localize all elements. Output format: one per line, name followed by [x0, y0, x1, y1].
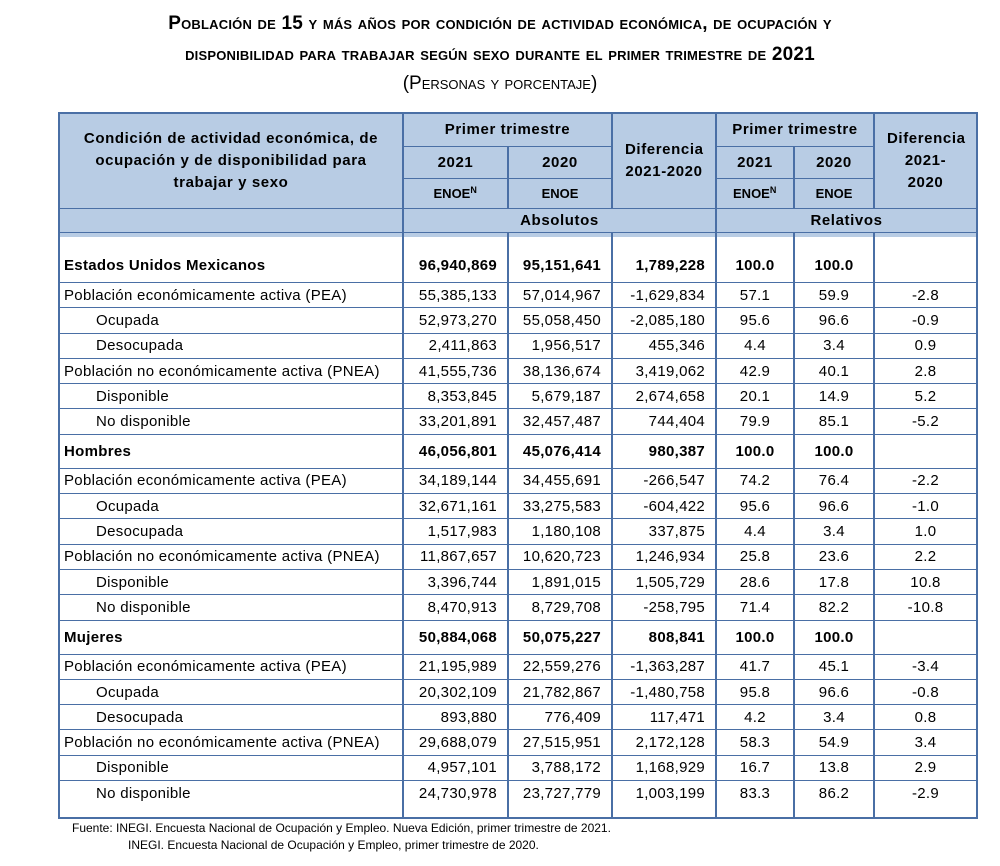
difference-absolute: 2,674,658: [612, 384, 716, 409]
value-2021-relative: 4.4: [716, 519, 794, 544]
difference-absolute: 980,387: [612, 434, 716, 468]
value-2021-absolute: 8,470,913: [403, 595, 508, 620]
spacer-cell: [508, 237, 612, 249]
value-2021-relative: 100.0: [716, 434, 794, 468]
value-2021-absolute: 24,730,978: [403, 781, 508, 806]
table-header: [59, 113, 977, 232]
value-2021-absolute: 1,517,983: [403, 519, 508, 544]
difference-absolute: -1,629,834: [612, 283, 716, 308]
statistics-table: [58, 112, 978, 819]
difference-absolute: 1,003,199: [612, 781, 716, 806]
spacer-cell: [794, 237, 874, 249]
spacer-cell: [612, 805, 716, 818]
spacer-cell: [716, 237, 794, 249]
row-label: Población económicamente activa (PEA): [59, 654, 403, 679]
difference-relative: 5.2: [874, 384, 977, 409]
year-2021-header-rel: 2021: [716, 146, 794, 178]
row-label: Población no económicamente activa (PNEA): [59, 544, 403, 569]
value-2021-absolute: 55,385,133: [403, 283, 508, 308]
value-2021-relative: 95.6: [716, 494, 794, 519]
table-row: [59, 730, 977, 755]
value-2020-absolute: 95,151,641: [522, 256, 601, 274]
source-2021-superscript: N: [470, 184, 478, 195]
source-2020-header: [508, 178, 612, 208]
value-2020-absolute: 8,729,708: [508, 595, 612, 620]
value-2020-relative: 82.2: [794, 595, 874, 620]
value-2021-absolute: 32,671,161: [403, 494, 508, 519]
value-2020-relative: 96.6: [794, 308, 874, 333]
difference-absolute: 3,419,062: [612, 358, 716, 383]
value-2021-absolute: 41,555,736: [403, 358, 508, 383]
relatives-label: Relativos: [716, 208, 977, 232]
year-2020-header: 2020: [508, 146, 612, 178]
difference-absolute: 1,246,934: [612, 544, 716, 569]
row-label: Ocupada: [59, 679, 403, 704]
value-2020-relative: 3.4: [794, 333, 874, 358]
source-2020-label: ENOE: [541, 185, 579, 201]
row-label: Disponible: [59, 569, 403, 594]
spacer-cell: [874, 237, 977, 249]
difference-relative: [874, 620, 977, 654]
row-label: Población no económicamente activa (PNEA): [59, 730, 403, 755]
difference-relative: -0.8: [874, 679, 977, 704]
group-label: Mujeres: [59, 620, 403, 654]
value-2021-absolute: 20,302,109: [403, 679, 508, 704]
value-2021-absolute: 96,940,869: [403, 249, 508, 283]
difference-relative: -2.9: [874, 781, 977, 806]
value-2020-relative: 96.6: [794, 679, 874, 704]
source-2021-label: ENOE: [433, 185, 471, 201]
table-body: [59, 232, 977, 818]
value-2021-relative: 79.9: [716, 409, 794, 434]
spacer-cell: [794, 805, 874, 818]
value-2020-relative: 100.0: [794, 434, 874, 468]
value-2020-relative: 76.4: [794, 468, 874, 493]
footnote-line-2: INEGI. Encuesta Nacional de Ocupación y Empleo, primer trimestre de 2020.: [128, 838, 539, 852]
difference-relative: 0.8: [874, 705, 977, 730]
value-2020-absolute: 34,455,691: [508, 468, 612, 493]
absolutes-label: Absolutos: [403, 208, 716, 232]
value-2020-absolute: 23,727,779: [508, 781, 612, 806]
difference-absolute: 337,875: [612, 519, 716, 544]
row-label: No disponible: [59, 409, 403, 434]
value-2021-relative: 95.8: [716, 679, 794, 704]
value-2021-relative: 16.7: [716, 755, 794, 780]
value-2020-absolute: 1,891,015: [508, 569, 612, 594]
table-row: [59, 544, 977, 569]
difference-header-relatives: Diferencia 2021-2020: [874, 113, 977, 208]
title-subtitle: (Personas y porcentaje): [402, 73, 598, 94]
value-2020-relative: 54.9: [794, 730, 874, 755]
value-2021-relative: 74.2: [716, 468, 794, 493]
difference-absolute: -1,480,758: [612, 679, 716, 704]
row-label: Disponible: [59, 755, 403, 780]
table-row: [59, 434, 977, 468]
spacer-cell: [716, 805, 794, 818]
table-row: [59, 384, 977, 409]
value-2021-absolute: 893,880: [403, 705, 508, 730]
table-row: [59, 679, 977, 704]
value-2020-absolute: 5,679,187: [508, 384, 612, 409]
table-row: [59, 308, 977, 333]
spacer-row: [59, 805, 977, 818]
difference-relative: 1.0: [874, 519, 977, 544]
title-line-2: disponibilidad para trabajar según sexo durante el primer trimestre de 2021: [185, 44, 815, 65]
spacer-cell: [874, 805, 977, 818]
value-2021-absolute: 21,195,989: [403, 654, 508, 679]
group-label: Estados Unidos Mexicanos: [59, 249, 403, 283]
value-2021-absolute: 4,957,101: [403, 755, 508, 780]
difference-relative: -3.4: [874, 654, 977, 679]
value-2021-relative: 100.0: [716, 249, 794, 283]
difference-absolute: -2,085,180: [612, 308, 716, 333]
difference-absolute: -266,547: [612, 468, 716, 493]
difference-relative: [874, 434, 977, 468]
value-2020-absolute: 55,058,450: [508, 308, 612, 333]
difference-absolute: 455,346: [612, 333, 716, 358]
units-spacer: [59, 208, 403, 232]
year-2020-header-rel: 2020: [794, 146, 874, 178]
difference-absolute: -1,363,287: [612, 654, 716, 679]
value-2021-relative: 83.3: [716, 781, 794, 806]
value-2021-relative: 28.6: [716, 569, 794, 594]
report-title: [0, 8, 1000, 98]
row-label: Desocupada: [59, 333, 403, 358]
value-2020-absolute: 57,014,967: [508, 283, 612, 308]
value-2020-absolute: 21,782,867: [508, 679, 612, 704]
difference-relative: -10.8: [874, 595, 977, 620]
value-2021-absolute: 34,189,144: [403, 468, 508, 493]
footnote-line-1: Fuente: INEGI. Encuesta Nacional de Ocupación y Empleo. Nueva Edición, primer trimestre de 2021.: [72, 821, 611, 835]
table-row: [59, 654, 977, 679]
value-2021-relative: 100.0: [716, 620, 794, 654]
difference-relative: 2.2: [874, 544, 977, 569]
value-2021-absolute: 46,056,801: [403, 434, 508, 468]
difference-header-absolutes: Diferencia 2021-2020: [612, 113, 716, 208]
value-2020-relative: 14.9: [794, 384, 874, 409]
difference-absolute: -258,795: [612, 595, 716, 620]
value-2021-relative: 4.4: [716, 333, 794, 358]
table-row: [59, 468, 977, 493]
table-row: [59, 358, 977, 383]
footnote: [72, 820, 611, 854]
value-2021-absolute: 52,973,270: [403, 308, 508, 333]
period-header-relatives: Primer trimestre: [716, 113, 874, 146]
difference-absolute: -604,422: [612, 494, 716, 519]
value-2020-absolute: 50,075,227: [508, 620, 612, 654]
value-2021-relative: 25.8: [716, 544, 794, 569]
period-header-absolutes: Primer trimestre: [403, 113, 612, 146]
source-2021-header-rel: [716, 178, 794, 208]
difference-relative: -2.2: [874, 468, 977, 493]
difference-relative: 2.9: [874, 755, 977, 780]
value-2020-absolute: 1,180,108: [508, 519, 612, 544]
value-2020-absolute: 38,136,674: [508, 358, 612, 383]
value-2020-relative: 96.6: [794, 494, 874, 519]
difference-relative: [874, 249, 977, 283]
difference-relative: -2.8: [874, 283, 977, 308]
value-2021-relative: 57.1: [716, 283, 794, 308]
spacer-row: [59, 237, 977, 249]
group-label: Hombres: [59, 434, 403, 468]
source-2021-label-rel: ENOE: [733, 185, 770, 201]
difference-relative: 2.8: [874, 358, 977, 383]
value-2020-absolute: 10,620,723: [508, 544, 612, 569]
value-2020-absolute: 27,515,951: [508, 730, 612, 755]
table-row: [59, 595, 977, 620]
value-2020-absolute: 32,457,487: [508, 409, 612, 434]
row-label: Disponible: [59, 384, 403, 409]
value-2020-relative: 86.2: [794, 781, 874, 806]
value-2020-absolute: 22,559,276: [508, 654, 612, 679]
spacer-cell: [59, 237, 403, 249]
spacer-cell: [612, 237, 716, 249]
spacer-cell: [508, 805, 612, 818]
difference-absolute: 1,505,729: [612, 569, 716, 594]
value-2020-relative: 3.4: [794, 705, 874, 730]
value-2021-absolute: 29,688,079: [403, 730, 508, 755]
table-row: [59, 705, 977, 730]
source-2021-superscript-rel: N: [769, 184, 777, 195]
table-row: [59, 249, 977, 283]
source-2020-header-rel: [794, 178, 874, 208]
value-2021-absolute: 50,884,068: [403, 620, 508, 654]
value-2020-absolute: 45,076,414: [508, 434, 612, 468]
value-2020-relative: 45.1: [794, 654, 874, 679]
difference-absolute: 744,404: [612, 409, 716, 434]
row-label: Población no económicamente activa (PNEA): [59, 358, 403, 383]
source-2021-header: [403, 178, 508, 208]
difference-absolute: 808,841: [612, 620, 716, 654]
row-label: Desocupada: [59, 519, 403, 544]
table-row: [59, 755, 977, 780]
row-label: Población económicamente activa (PEA): [59, 283, 403, 308]
row-label: No disponible: [59, 781, 403, 806]
value-2021-relative: 42.9: [716, 358, 794, 383]
value-2021-relative: 58.3: [716, 730, 794, 755]
difference-absolute: 2,172,128: [612, 730, 716, 755]
table-row: [59, 494, 977, 519]
difference-absolute: 117,471: [612, 705, 716, 730]
table-row: [59, 519, 977, 544]
value-2021-relative: 71.4: [716, 595, 794, 620]
row-label: Ocupada: [59, 494, 403, 519]
difference-absolute: 1,789,228: [612, 249, 716, 283]
value-2020-relative: 59.9: [794, 283, 874, 308]
value-2020-relative: 40.1: [794, 358, 874, 383]
value-2020-absolute: 776,409: [508, 705, 612, 730]
value-2021-relative: 41.7: [716, 654, 794, 679]
value-2020-absolute: 3,788,172: [508, 755, 612, 780]
value-2021-absolute: 33,201,891: [403, 409, 508, 434]
table-row: [59, 333, 977, 358]
value-2020-absolute: 33,275,583: [508, 494, 612, 519]
row-label: Desocupada: [59, 705, 403, 730]
value-2021-relative: 95.6: [716, 308, 794, 333]
value-2020-absolute: 1,956,517: [508, 333, 612, 358]
value-2021-relative: 20.1: [716, 384, 794, 409]
title-line-1: Población de 15 y más años por condición de actividad económica, de ocupación y: [168, 13, 832, 34]
difference-relative: 10.8: [874, 569, 977, 594]
source-2020-label-rel: ENOE: [815, 185, 853, 201]
row-label: Población económicamente activa (PEA): [59, 468, 403, 493]
value-2020-relative: 85.1: [794, 409, 874, 434]
table-row: [59, 781, 977, 806]
difference-relative: 3.4: [874, 730, 977, 755]
year-2021-header: 2021: [403, 146, 508, 178]
row-label: No disponible: [59, 595, 403, 620]
table-row: [59, 620, 977, 654]
value-2020-relative: 3.4: [794, 519, 874, 544]
value-2020-relative: 17.8: [794, 569, 874, 594]
difference-relative: -0.9: [874, 308, 977, 333]
spacer-cell: [59, 805, 403, 818]
value-2020-relative: 23.6: [794, 544, 874, 569]
table-row: [59, 409, 977, 434]
table-row: [59, 569, 977, 594]
value-2021-relative: 4.2: [716, 705, 794, 730]
value-2021-absolute: 3,396,744: [403, 569, 508, 594]
difference-relative: -5.2: [874, 409, 977, 434]
row-label-header: Condición de actividad económica, de ocupación y de disponibilidad para trabajar y sexo: [59, 113, 403, 208]
value-2021-absolute: 2,411,863: [403, 333, 508, 358]
row-label: Ocupada: [59, 308, 403, 333]
spacer-cell: [403, 805, 508, 818]
value-2020-relative: 13.8: [794, 755, 874, 780]
table-row: [59, 283, 977, 308]
value-2021-absolute: 11,867,657: [403, 544, 508, 569]
value-2020-relative: 100.0: [794, 620, 874, 654]
difference-relative: -1.0: [874, 494, 977, 519]
spacer-cell: [403, 237, 508, 249]
value-2021-absolute: 8,353,845: [403, 384, 508, 409]
value-2020-relative: 100.0: [814, 256, 854, 274]
difference-absolute: 1,168,929: [612, 755, 716, 780]
difference-relative: 0.9: [874, 333, 977, 358]
